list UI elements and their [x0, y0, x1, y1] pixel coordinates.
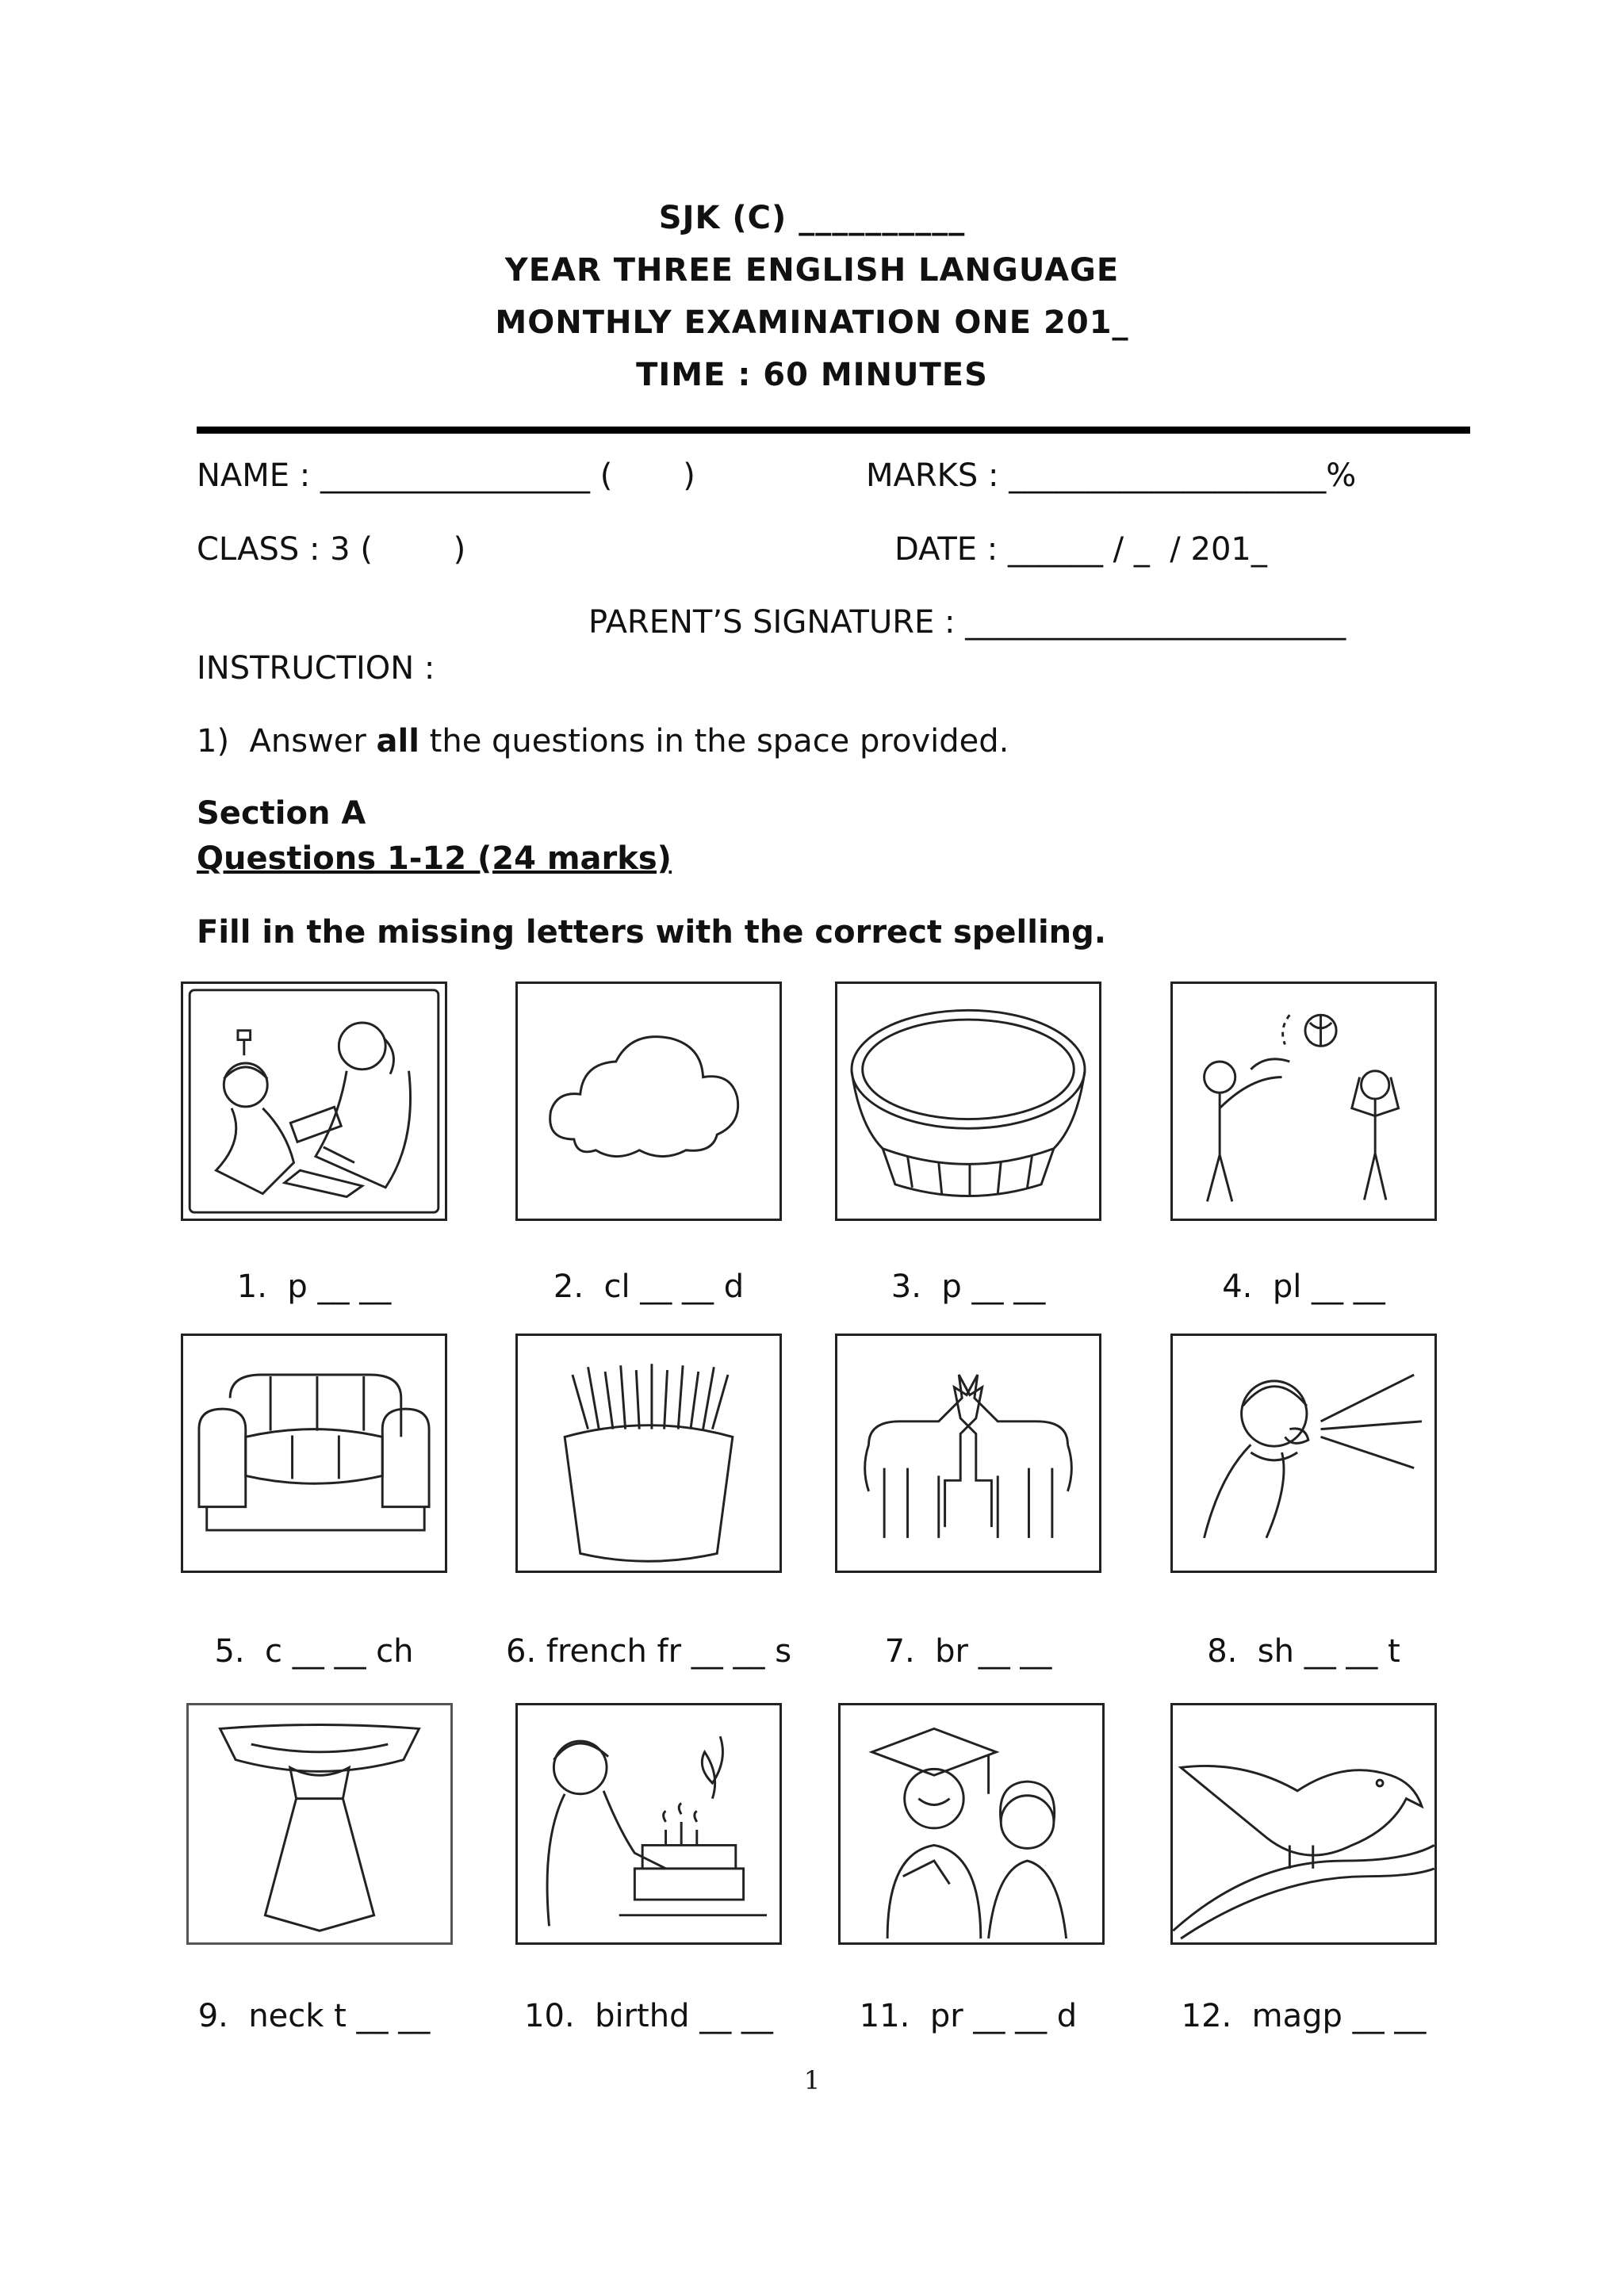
question-1-label: 1. p __ __ [236, 1269, 392, 1305]
donkeys-icon [835, 1334, 1101, 1573]
school-name: SJK (C) __________ [658, 200, 966, 236]
shouting-boy-icon [1170, 1334, 1437, 1573]
section-title: Section A [197, 795, 366, 832]
necktie-icon [186, 1703, 453, 1945]
question-10-label: 10. birthd __ __ [524, 1998, 773, 2034]
task-instruction: Fill in the missing letters with the correct spelling. [197, 914, 1106, 951]
pie-icon [835, 982, 1101, 1221]
question-2-label: 2. cl __ __ d [553, 1269, 745, 1305]
name-field[interactable]: NAME : _________________ ( ) [197, 457, 695, 494]
instruction-heading: INSTRUCTION : [197, 650, 435, 687]
date-field[interactable]: DATE : ______ / _ / 201_ [894, 531, 1267, 568]
signature-field[interactable]: PARENT’S SIGNATURE : ________________________ [588, 604, 1346, 641]
instruction-item [197, 723, 1009, 760]
time-allowed: TIME : 60 MINUTES [636, 357, 988, 393]
magpie-icon [1170, 1703, 1437, 1945]
graduation-icon [838, 1703, 1105, 1945]
question-11-label: 11. pr __ __ d [859, 1998, 1078, 2034]
instruction-number: 1) [197, 723, 230, 760]
subject-title: YEAR THREE ENGLISH LANGUAGE [504, 252, 1120, 289]
class-field[interactable]: CLASS : 3 ( ) [197, 531, 466, 568]
question-8-label: 8. sh __ __ t [1207, 1633, 1400, 1670]
header-divider [197, 427, 1470, 434]
instruction-text-bold: all [376, 723, 419, 760]
question-6-label: 6. french fr __ __ s [506, 1633, 792, 1670]
boys-playing-ball-icon [1170, 982, 1437, 1221]
question-5-label: 5. c __ __ ch [214, 1633, 414, 1670]
question-3-label: 3. p __ __ [891, 1269, 1046, 1305]
cloud-icon [515, 982, 782, 1221]
french-fries-icon [515, 1334, 782, 1573]
question-12-label: 12. magp __ __ [1181, 1998, 1427, 2034]
instruction-text-post: the questions in the space provided. [419, 723, 1009, 760]
page-number: 1 [803, 2065, 821, 2095]
birthday-cake-icon [515, 1703, 782, 1945]
question-7-label: 7. br __ __ [884, 1633, 1052, 1670]
marks-field[interactable]: MARKS : ____________________% [866, 457, 1357, 494]
question-4-label: 4. pl __ __ [1222, 1269, 1385, 1305]
couch-icon [181, 1334, 447, 1573]
instruction-text-pre: Answer [249, 723, 377, 760]
question-9-label: 9. neck t __ __ [197, 1998, 431, 2034]
questions-range: Questions 1-12 (24 marks) [197, 840, 672, 877]
children-with-paper-icon [181, 982, 447, 1221]
exam-title: MONTHLY EXAMINATION ONE 201_ [495, 304, 1129, 341]
